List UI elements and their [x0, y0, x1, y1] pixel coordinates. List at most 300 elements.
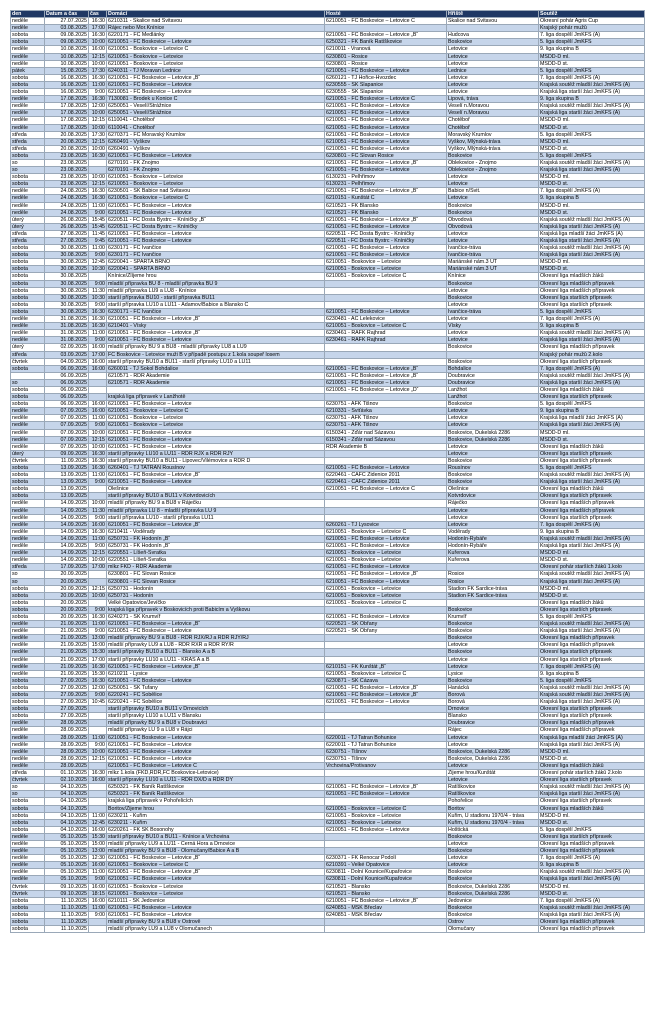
date-cell: 23.08.2025 [45, 167, 89, 174]
time-cell [89, 805, 107, 812]
date-cell: 27.09.2025 [45, 677, 89, 684]
time-cell: 9:00 [89, 89, 107, 96]
home-team-cell: mlkz 1.kola (FKD,RDR,FC Boskovice-Letovice) [107, 770, 325, 777]
home-team-cell: 6210051 - FC Boskovice – Letovice [107, 904, 325, 911]
day-cell: sobota [11, 798, 45, 805]
time-cell: 9:00 [89, 543, 107, 550]
day-cell: úterý [11, 216, 45, 223]
venue-cell: Boskovice [447, 401, 539, 408]
venue-cell [447, 351, 539, 358]
home-team-cell: 6210051 - FC Boskovice – Letovice [107, 429, 325, 436]
day-cell: neděle [11, 18, 45, 25]
home-team-cell: 6260491 - Vyškov [107, 145, 325, 152]
table-row [11, 770, 645, 777]
day-cell: sobota [11, 904, 45, 911]
away-team-cell [325, 713, 447, 720]
home-team-cell: 6210051 - Boskovice – Letovice [107, 883, 325, 890]
home-team-cell: starší přípravky LU10 a LU11 - RDR RJX a RDR RJY [107, 450, 325, 457]
table-row [11, 287, 645, 294]
time-cell: 9:00 [89, 301, 107, 308]
time-cell [89, 727, 107, 734]
competition-cell: 5. liga dospělí JmKFS [539, 131, 645, 138]
time-cell [89, 379, 107, 386]
away-team-cell: Vrchovina/Protivanov [325, 762, 447, 769]
time-cell: 11:00 [89, 812, 107, 819]
header-cell: Datum a čas [45, 11, 89, 18]
day-cell: sobota [11, 613, 45, 620]
away-team-cell: 6210051 - FC Boskovice – Letovice C [325, 486, 447, 493]
table-row [11, 124, 645, 131]
home-team-cell: Velké Opatovice/Jevíčko [107, 599, 325, 606]
competition-cell: Krajská soutěž mladší žáci JmKFS (A) [539, 330, 645, 337]
competition-cell: MSDD-D ml. [539, 259, 645, 266]
date-cell: 11.09.2025 [45, 457, 89, 464]
date-cell: 04.10.2025 [45, 812, 89, 819]
away-team-cell: 6210051 - FC Boskovice – Letovice „B“ [325, 692, 447, 699]
table-row [11, 649, 645, 656]
venue-cell: Boskovice [447, 649, 539, 656]
date-cell: 20.09.2025 [45, 606, 89, 613]
venue-cell: Boskovice [447, 677, 539, 684]
table-row [11, 869, 645, 876]
table-row [11, 316, 645, 323]
table-row [11, 855, 645, 862]
time-cell: 16:30 [89, 613, 107, 620]
time-cell [89, 167, 107, 174]
home-team-cell: 6220551 - Líšeň-Svratka [107, 550, 325, 557]
day-cell: sobota [11, 812, 45, 819]
date-cell: 02.10.2025 [45, 777, 89, 784]
date-cell: 17.08.2025 [45, 124, 89, 131]
table-row [11, 145, 645, 152]
venue-cell: Knínice [447, 273, 539, 280]
away-team-cell [325, 777, 447, 784]
away-team-cell: 6260261 - TJ Lysovice [325, 521, 447, 528]
venue-cell: Voděrady [447, 528, 539, 535]
table-row [11, 323, 645, 330]
away-team-cell: 6210051 - FC Boskovice – Letovice „B“ [325, 571, 447, 578]
away-team-cell: 6230801 - FC Slovan Rosice [325, 152, 447, 159]
time-cell: 16:00 [89, 365, 107, 372]
competition-cell: 5. liga dospělí JmKFS [539, 826, 645, 833]
home-team-cell: 6210051 - FC Boskovice – Letovice „B“ [107, 330, 325, 337]
home-team-cell: 6210051 - FC Boskovice – Letovice [107, 152, 325, 159]
competition-cell: Krajská liga mladší žáci JmKFS (A) [539, 230, 645, 237]
time-cell: 16:30 [89, 308, 107, 315]
away-team-cell: 6210521 - Blansko [325, 883, 447, 890]
date-cell: 13.09.2025 [45, 493, 89, 500]
venue-cell: Letovice [447, 762, 539, 769]
away-team-cell [325, 514, 447, 521]
home-team-cell: 6210051 - FC Boskovice – Letovice „B“ [107, 663, 325, 670]
home-team-cell: 6210051 - Boskovice – Letovice [107, 422, 325, 429]
date-cell: 04.10.2025 [45, 805, 89, 812]
date-cell: 14.09.2025 [45, 557, 89, 564]
time-cell [89, 919, 107, 926]
competition-cell: Okresní liga mladších přípravek [539, 720, 645, 727]
date-cell: 09.10.2025 [45, 883, 89, 890]
competition-cell: Okresní liga mladších žáků [539, 386, 645, 393]
date-cell: 10.08.2025 [45, 53, 89, 60]
time-cell: 16:00 [89, 46, 107, 53]
venue-cell: Boritov [447, 805, 539, 812]
time-cell: 16:30 [89, 528, 107, 535]
home-team-cell: mladší přípravky LU9 a LU8 v Olomučanech [107, 926, 325, 933]
venue-cell: Boskovice [447, 280, 539, 287]
table-row [11, 606, 645, 613]
date-cell: 11.10.2025 [45, 904, 89, 911]
day-cell: neděle [11, 833, 45, 840]
date-cell: 21.09.2025 [45, 663, 89, 670]
date-cell: 24.08.2025 [45, 195, 89, 202]
competition-cell: 9. liga skupina B [539, 323, 645, 330]
time-cell: 9:00 [89, 741, 107, 748]
venue-cell: Chotěboř [447, 117, 539, 124]
venue-cell: Boskovice [447, 202, 539, 209]
day-cell: neděle [11, 862, 45, 869]
table-row [11, 74, 645, 81]
competition-cell: Krajská liga mladší žáci JmKFS (A) [539, 415, 645, 422]
date-cell: 28.09.2025 [45, 734, 89, 741]
table-row [11, 528, 645, 535]
table-row [11, 571, 645, 578]
competition-cell: Krajská liga starší žáci JmKFS (A) [539, 89, 645, 96]
time-cell: 17:00 [89, 564, 107, 571]
day-cell: sobota [11, 245, 45, 252]
date-cell: 05.10.2025 [45, 855, 89, 862]
away-team-cell: 6210051 - Boskovice – Letovice C [325, 273, 447, 280]
competition-cell: 9. liga skupina B [539, 862, 645, 869]
venue-cell: Vyškov, Mlýnská-tráva [447, 138, 539, 145]
away-team-cell: 6210051 - FC Boskovice – Letovice [325, 613, 447, 620]
competition-cell: 9. liga skupina B [539, 46, 645, 53]
day-cell: neděle [11, 656, 45, 663]
home-team-cell [107, 386, 325, 393]
date-cell: 05.10.2025 [45, 833, 89, 840]
competition-cell: MSDD-D st. [539, 436, 645, 443]
day-cell: neděle [11, 124, 45, 131]
competition-cell: MSDD-D st. [539, 181, 645, 188]
away-team-cell: 6210051 - FC Boskovice – Letovice [325, 103, 447, 110]
venue-cell: Hoštická [447, 826, 539, 833]
venue-cell: Letovice [447, 840, 539, 847]
date-cell: 20.09.2025 [45, 599, 89, 606]
competition-cell: Okresní liga starších přípravek [539, 656, 645, 663]
table-row [11, 848, 645, 855]
table-row [11, 564, 645, 571]
day-cell: neděle [11, 550, 45, 557]
home-team-cell: 6210051 - FC Boskovice – Letovice [107, 81, 325, 88]
venue-cell: Boskovice [447, 635, 539, 642]
date-cell: 04.10.2025 [45, 826, 89, 833]
home-team-cell: starší přípravky BU10 a BU11 - starší přípravky LU10 a LU11 [107, 358, 325, 365]
away-team-cell: 6210051 - FC Boskovice – Letovice [325, 252, 447, 259]
competition-cell: Okresní liga starších přípravek [539, 713, 645, 720]
table-row [11, 748, 645, 755]
table-row [11, 642, 645, 649]
table-row [11, 259, 645, 266]
day-cell: sobota [11, 897, 45, 904]
venue-cell: Rousínov [447, 465, 539, 472]
date-cell: 07.09.2025 [45, 436, 89, 443]
away-team-cell: 6210051 - FC Boskovice – Letovice [325, 578, 447, 585]
competition-cell: Krajská soutěž mladší žáci JmKFS (A) [539, 216, 645, 223]
date-cell: 10.08.2025 [45, 46, 89, 53]
time-cell: 16:30 [89, 152, 107, 159]
venue-cell: Oblekovice - Znojmo [447, 159, 539, 166]
date-cell: 02.09.2025 [45, 344, 89, 351]
venue-cell: Boskovice [447, 294, 539, 301]
home-team-cell: 6110041 - Chotěboř [107, 124, 325, 131]
home-team-cell: 6250731 - FK Hodonín „B“ [107, 535, 325, 542]
date-cell: 27.08.2025 [45, 238, 89, 245]
table-row [11, 890, 645, 897]
day-cell: sobota [11, 174, 45, 181]
date-cell: 09.08.2025 [45, 32, 89, 39]
day-cell: neděle [11, 869, 45, 876]
away-team-cell: 6230461 - RAFK Rajhrad [325, 337, 447, 344]
table-row [11, 578, 645, 585]
away-team-cell: 6210051 - FC Boskovice – Letovice „B“ [325, 684, 447, 691]
date-cell: 23.08.2025 [45, 152, 89, 159]
date-cell: 30.08.2025 [45, 280, 89, 287]
table-row [11, 443, 645, 450]
date-cell: 30.08.2025 [45, 308, 89, 315]
date-cell: 23.08.2025 [45, 181, 89, 188]
away-team-cell: 6150341 - Žďár nad Sázavou [325, 429, 447, 436]
date-cell: 28.09.2025 [45, 748, 89, 755]
home-team-cell: starší přípravky BU10 a BU11 v Kotvrdovicích [107, 493, 325, 500]
away-team-cell: 6150341 - Žďár nad Sázavou [325, 436, 447, 443]
away-team-cell [325, 280, 447, 287]
day-cell: so [11, 379, 45, 386]
venue-cell: Borová [447, 692, 539, 699]
date-cell: 27.09.2025 [45, 692, 89, 699]
table-row [11, 372, 645, 379]
day-cell: sobota [11, 280, 45, 287]
away-team-cell [325, 919, 447, 926]
competition-cell: 5. liga dospělí JmKFS [539, 465, 645, 472]
venue-cell: Hodonín-Rybáře [447, 535, 539, 542]
table-row [11, 308, 645, 315]
competition-cell: 7. liga dospělí JmKFS (A) [539, 365, 645, 372]
away-team-cell: 6210051 - FC Boskovice – Letovice [325, 167, 447, 174]
time-cell: 13:00 [89, 635, 107, 642]
date-cell: 17.08.2025 [45, 96, 89, 103]
competition-cell: 5. liga dospělí JmKFS [539, 67, 645, 74]
day-cell: sobota [11, 677, 45, 684]
away-team-cell: 6260121 - TJ Hořice-Hvozdec [325, 74, 447, 81]
competition-cell: 9. liga skupina B [539, 195, 645, 202]
header-cell: den [11, 11, 45, 18]
table-row [11, 635, 645, 642]
away-team-cell: 6230811 - Dolní Kounice/Kupařovice [325, 876, 447, 883]
venue-cell: Boskovice [447, 479, 539, 486]
away-team-cell: 6210051 - Boskovice – Letovice [325, 557, 447, 564]
competition-cell: MSDD-D st. [539, 266, 645, 273]
time-cell: 11:00 [89, 202, 107, 209]
away-team-cell: 6210051 - FC Boskovice – Letovice [325, 145, 447, 152]
day-cell: čtvrtek [11, 457, 45, 464]
day-cell: neděle [11, 528, 45, 535]
competition-cell: Krajská soutěž mladší žáci JmKFS (A) [539, 245, 645, 252]
date-cell: 28.09.2025 [45, 755, 89, 762]
table-row [11, 415, 645, 422]
home-team-cell: Rájec nebo Mor.Knínice [107, 25, 325, 32]
away-team-cell: 6210051 - FC Boskovice – Letovice [325, 308, 447, 315]
date-cell: 31.08.2025 [45, 330, 89, 337]
table-row [11, 344, 645, 351]
time-cell: 16:00 [89, 521, 107, 528]
date-cell: 03.09.2025 [45, 351, 89, 358]
time-cell: 17:00 [89, 656, 107, 663]
away-team-cell: RDR Akademie B [325, 443, 447, 450]
time-cell: 16:30 [89, 96, 107, 103]
venue-cell: Olomučany [447, 926, 539, 933]
competition-cell: Okresní liga mladších přípravek [539, 507, 645, 514]
competition-cell: Okresní liga starších přípravek [539, 450, 645, 457]
venue-cell: Kotvrdovice [447, 493, 539, 500]
day-cell: neděle [11, 500, 45, 507]
home-team-cell: 6220551 - Líšeň-Svratka [107, 557, 325, 564]
table-row [11, 408, 645, 415]
table-row [11, 557, 645, 564]
venue-cell: Krumvíř [447, 613, 539, 620]
time-cell: 10:00 [89, 557, 107, 564]
time-cell: 10:00 [89, 500, 107, 507]
day-cell: sobota [11, 266, 45, 273]
venue-cell: Letovice [447, 855, 539, 862]
venue-cell: Letovice [447, 521, 539, 528]
home-team-cell: starší přípravky LU10 a LU11 v Blansku [107, 713, 325, 720]
home-team-cell: mladší přípravky BU 9 a BU8 - Olomučany/Babice A a B [107, 848, 325, 855]
venue-cell: Boskovice [447, 358, 539, 365]
away-team-cell [325, 833, 447, 840]
away-team-cell [325, 642, 447, 649]
time-cell: 16:30 [89, 195, 107, 202]
date-cell: 27.09.2025 [45, 684, 89, 691]
table-row [11, 762, 645, 769]
table-row [11, 514, 645, 521]
date-cell: 06.09.2025 [45, 386, 89, 393]
home-team-cell: krajská liga přípravek v Pohořelicích [107, 798, 325, 805]
competition-cell: Okresní liga mladších přípravek [539, 344, 645, 351]
table-row [11, 613, 645, 620]
competition-cell: 7. liga dospělí JmKFS (A) [539, 188, 645, 195]
competition-cell: Krajská soutěž mladší žáci JmKFS (A) [539, 621, 645, 628]
time-cell: 16:00 [89, 826, 107, 833]
venue-cell: Letovice [447, 642, 539, 649]
date-cell: 28.09.2025 [45, 762, 89, 769]
table-row [11, 543, 645, 550]
day-cell: úterý [11, 450, 45, 457]
away-team-cell: 6230481 - AC Lelekovice [325, 316, 447, 323]
table-row [11, 628, 645, 635]
competition-cell: MSDD-D st. [539, 557, 645, 564]
date-cell: 14.09.2025 [45, 514, 89, 521]
venue-cell: Veselí n.Moravou [447, 110, 539, 117]
date-cell: 13.09.2025 [45, 472, 89, 479]
home-team-cell: 6210051 - FC Boskovice – Letovice [107, 39, 325, 46]
time-cell: 11:00 [89, 245, 107, 252]
home-team-cell: 6210111 - SK Jedovnice [107, 897, 325, 904]
time-cell: 10:30 [89, 266, 107, 273]
venue-cell: Letovice [447, 514, 539, 521]
venue-cell: Letovice [447, 330, 539, 337]
home-team-cell: 6210051 - FC Boskovice – Letovice [107, 230, 325, 237]
day-cell: neděle [11, 46, 45, 53]
time-cell: 16:30 [89, 32, 107, 39]
date-cell: 11.10.2025 [45, 911, 89, 918]
time-cell: 16:00 [89, 401, 107, 408]
date-cell: 05.10.2025 [45, 869, 89, 876]
day-cell: neděle [11, 734, 45, 741]
home-team-cell: 6210051 - Boskovice – Letovice C [107, 46, 325, 53]
table-row [11, 692, 645, 699]
away-team-cell: 6210051 - FC Boskovice – Letovice [325, 138, 447, 145]
table-row [11, 805, 645, 812]
away-team-cell: 6210051 - FC Boskovice – Letovice [325, 564, 447, 571]
table-row [11, 294, 645, 301]
venue-cell: Letovice [447, 337, 539, 344]
home-team-cell: mladší přípravky BU 9 a BU8 v Ostrově [107, 919, 325, 926]
away-team-cell: 6210051 - FC Boskovice – Letovice [325, 379, 447, 386]
date-cell: 21.09.2025 [45, 642, 89, 649]
venue-cell: Vyškov, Mlýnská-tráva [447, 145, 539, 152]
away-team-cell: 6210051 - Boskovice – Letovice [325, 550, 447, 557]
day-cell: neděle [11, 429, 45, 436]
table-row [11, 429, 645, 436]
home-team-cell: mladší přípravky BU 9 a BU8 v Ráječku [107, 500, 325, 507]
competition-cell: MSDD-D ml. [539, 117, 645, 124]
away-team-cell [325, 656, 447, 663]
day-cell: úterý [11, 223, 45, 230]
away-team-cell: 6210521 - FK Blansko [325, 209, 447, 216]
day-cell: neděle [11, 330, 45, 337]
day-cell: neděle [11, 103, 45, 110]
time-cell [89, 486, 107, 493]
day-cell: so [11, 578, 45, 585]
away-team-cell: 6220011 - TJ Tatran Bohunice [325, 741, 447, 748]
home-team-cell: 6210051 - FC Boskovice – Letovice [107, 337, 325, 344]
competition-cell: Krajská soutěž mladší žáci JmKFS (A) [539, 159, 645, 166]
competition-cell: Okresní pohár starších žáků 2.kolo [539, 770, 645, 777]
home-team-cell: 6210051 - FC Boskovice – Letovice „B“ [107, 472, 325, 479]
time-cell: 17:00 [89, 351, 107, 358]
date-cell: 13.09.2025 [45, 465, 89, 472]
date-cell: 09.08.2025 [45, 39, 89, 46]
table-row [11, 876, 645, 883]
home-team-cell: 6210051 - FC Boskovice – Letovice [107, 876, 325, 883]
time-cell: 16:30 [89, 323, 107, 330]
day-cell: sobota [11, 252, 45, 259]
day-cell: neděle [11, 110, 45, 117]
away-team-cell: 6210051 - FC Boskovice – Letovice „B“ [325, 365, 447, 372]
home-team-cell: mladší přípravky LU9 a LU8 - RDR RXR a RDR RY/R [107, 642, 325, 649]
time-cell: 12:45 [89, 259, 107, 266]
day-cell: sobota [11, 32, 45, 39]
date-cell: 05.10.2025 [45, 862, 89, 869]
venue-cell: Letovice [447, 301, 539, 308]
table-row [11, 110, 645, 117]
away-team-cell: 6230801 - Rosice [325, 53, 447, 60]
day-cell: sobota [11, 181, 45, 188]
home-team-cell: 6210051 - FC Boskovice – Letovice [107, 479, 325, 486]
table-row [11, 330, 645, 337]
day-cell: so [11, 791, 45, 798]
day-cell: neděle [11, 96, 45, 103]
home-team-cell: 6210051 - Boskovice – Letovice [107, 181, 325, 188]
